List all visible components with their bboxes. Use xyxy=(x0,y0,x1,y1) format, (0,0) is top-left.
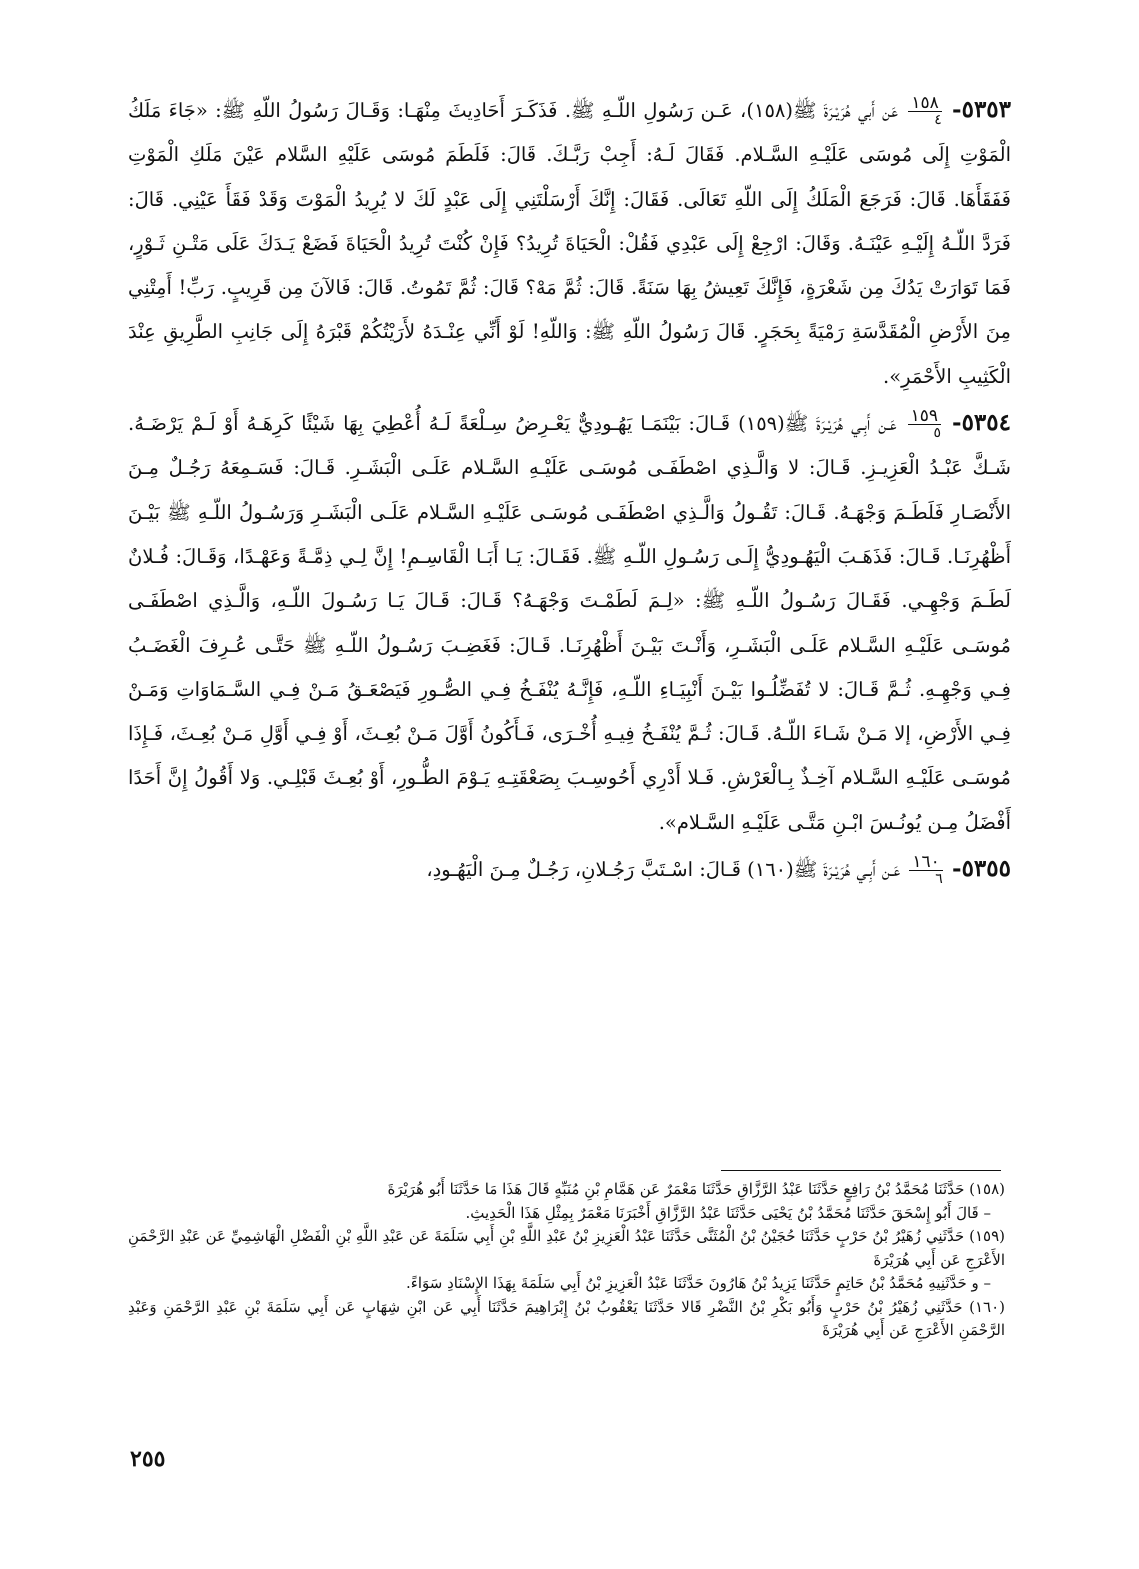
footnote-divider xyxy=(721,1170,1001,1171)
hadith-fraction xyxy=(908,408,941,441)
footnote-158: (١٥٨) حَدَّثَنَا مُحَمَّدُ بْنُ رَافِعٍ حَدَّثَنَا عَبْدُ الرَّزَّاقِ حَدَّثَنَا مَعْمَرٌ عَن هَمَّامِ بْنِ مُنَبِّهٍ قَالَ هَذَا مَا حَدَّثَنَا أَبُو هُرَيْرَةَ xyxy=(387,1180,1005,1198)
fraction-bottom: ٤ xyxy=(934,112,942,128)
footnote-159: (١٥٩) حَدَّثَنِي زُهَيْرُ بْنُ حَرْبٍ حَدَّثَنَا حُجَيْنُ بْنُ الْمُثَنَّى حَدَّثَنَا عَبْدُ الْعَزِيزِ بْنُ عَبْدِ اللَّهِ بْنِ أَبِي سَلَمَةَ عَن عَبْدِ اللَّهِ بْنِ الْفَضْلِ الْهَاشِمِيِّ عَن عَبْدِ الرَّحْمَنِ الأَعْرَجِ عَن أَبِي هُرَيْرَةَ xyxy=(128,1227,1005,1269)
fraction-top: ١٥٨ xyxy=(908,95,941,112)
hadith-5355 xyxy=(128,847,1011,892)
fraction-top: ١٥٩ xyxy=(908,408,941,425)
fraction-bottom: ٥ xyxy=(933,425,942,442)
footnote-159-continuation: – و حَدَّثَنِيهِ مُحَمَّدُ بْنُ حَاتِمٍ حَدَّثَنَا يَزِيدُ بْنُ هَارُونَ حَدَّثَنَا عَبْدُ الْعَزِيزِ بْنُ أَبِي سَلَمَةَ بِهَذَا الإِسْنَادِ سَوَاءً. xyxy=(406,1274,991,1292)
hadith-5354 xyxy=(128,401,1011,845)
footnotes xyxy=(128,1178,1005,1343)
hadith-5353 xyxy=(128,88,1011,399)
main-text xyxy=(128,88,1011,892)
footnote-160: (١٦٠) حَدَّثَنِي زُهَيْرُ بْنُ حَرْبٍ وَأَبُو بَكْرِ بْنُ النَّضْرِ قَالا حَدَّثَنَا يَعْقُوبُ بْنُ إِبْرَاهِيمَ حَدَّثَنَا أَبِي عَن ابْنِ شِهَابٍ عَن أَبِي سَلَمَةَ بْنِ عَبْدِ الرَّحْمَنِ وَعَبْدِ الرَّحْمَنِ الأَعْرَجِ عَن أَبِي هُرَيْرَةَ xyxy=(128,1297,1005,1339)
hadith-text: عَن أَبي هُرَيْـرَةَ ﷺ(١٥٨)، عَـن رَسُولِ اللّـهِ ﷺ. فَذَكَـرَ أَحَادِيثَ مِنْهَـا: وَقَـالَ رَسُولُ اللّهِ ﷺ: «جَاءَ مَلَكُ الْمَوْتِ إِلَى مُوسَى عَلَيْـهِ السَّـلام. فَقَالَ لَـهُ: أَجِبْ رَبَّـكَ. قَالَ: فَلَطَمَ مُوسَى عَلَيْهِ السَّلام عَيْنَ مَلَكِ الْمَوْتِ فَفَقَأَهَا. قَالَ: فَرَجَعَ الْمَلَكُ إِلَى اللّهِ تَعَالَى. فَقَالَ: إِنَّكَ أَرْسَلْتَنِي إِلَى عَبْدٍ لَكَ لا يُرِيدُ الْمَوْتَ وَقَدْ فَقَأَ عَيْنِي. قَالَ: فَرَدَّ اللّـهُ إِلَيْـهِ عَيْنَـهُ. وَقَالَ: ارْجِعْ إِلَى عَبْدِي فَقُلْ: الْحَيَاةَ تُرِيدُ؟ فَإِنْ كُنْتَ تُرِيدُ الْحَيَاةَ فَضَعْ يَـدَكَ عَلَى مَتْـنِ ثَـوْرٍ، فَمَا تَوَارَتْ يَدُكَ مِن شَعْرَةٍ، فَإِنَّكَ تَعِيشُ بِهَا سَنَةً. قَالَ: ثُمَّ مَهْ؟ قَالَ: ثُمَّ تَمُوتُ. قَالَ: فَالآنَ مِن قَرِيبٍ. رَبِّ! أَمِتْنِي مِنَ الأَرْضِ الْمُقَدَّسَةِ رَمْيَةً بِحَجَرٍ. قَالَ رَسُولُ اللّهِ ﷺ: وَاللّهِ! لَوْ أَنِّي عِنْـدَهُ لأَرَيْتُكُمْ قَبْرَهُ إِلَى جَانِبِ الطَّرِيقِ عِنْدَ الْكَثِيبِ الأَحْمَرِ». xyxy=(128,99,1011,388)
fraction-top: ١٦٠ xyxy=(909,854,942,871)
fraction-bottom: ٦ xyxy=(935,871,943,888)
hadith-text: عَـن أَبِـي هُرَيْـرَةَ ﷺ(١٦٠) قَـالَ: اسْـتَبَّ رَجُـلانِ، رَجُـلٌ مِـنَ الْيَهُـودِ، xyxy=(426,858,901,882)
footnote-158-continuation: – قَالَ أَبُو إِسْحَقَ حَدَّثَنَا مُحَمَّدُ بْنُ يَحْيَى حَدَّثَنَا عَبْدُ الرَّزَّاقِ أَخْبَرَنَا مَعْمَرٌ بِمِثْلِ هَذَا الْحَدِيثِ. xyxy=(465,1203,991,1222)
hadith-fraction xyxy=(908,95,941,128)
hadith-fraction xyxy=(909,854,942,887)
hadith-number: ٥٣٥٣- xyxy=(952,96,1012,123)
hadith-number: ٥٣٥٤- xyxy=(952,409,1011,437)
hadith-text: عَـن أَبِـي هُرَيْـرَةَ ﷺ(١٥٩) قَـالَ: بَيْنَمَـا يَهُـودِيٌّ يَعْـرِضُ سِـلْعَةً لَـهُ أُعْطِيَ بِهَا شَيْئًا كَرِهَـهُ أَوْ لَـمْ يَرْضَـهُ. شَـكَّ عَبْـدُ الْعَزِيـزِ. قَـالَ: لا وَالَّـذِي اصْطَفَـى مُوسَـى عَلَيْـهِ السَّـلام عَلَـى الْبَشَـرِ. قَـالَ: فَسَـمِعَهُ رَجُـلٌ مِـنَ الأَنْصَـارِ فَلَطَـمَ وَجْهَـهُ. قَـالَ: تَقُـولُ وَالَّـذِي اصْطَفَـى مُوسَـى عَلَيْـهِ السَّـلام عَلَـى الْبَشَـرِ وَرَسُـولُ اللّـهِ ﷺ بَيْـنَ أَظْهُرِنَـا. قَـالَ: فَذَهَـبَ الْيَهُـودِيُّ إِلَـى رَسُـولِ اللّـهِ ﷺ. فَقَـالَ: يَـا أَبَـا الْقَاسِـمِ! إِنَّ لِـي ذِمَّـةً وَعَهْـدًا، وَقَـالَ: فُـلانٌ لَطَـمَ وَجْهِـي. فَقَـالَ رَسُـولُ اللّـهِ ﷺ: «لِـمَ لَطَمْـتَ وَجْهَـهُ؟ قَـالَ: قَـالَ يَـا رَسُـولَ اللّـهِ، وَالَّـذِي اصْطَفَـى مُوسَـى عَلَيْـهِ السَّـلام عَلَـى الْبَشَـرِ، وَأَنْـتَ بَيْـنَ أَظْهُرِنَـا. قَـالَ: فَغَضِـبَ رَسُـولُ اللّـهِ ﷺ حَتَّـى عُـرِفَ الْغَضَـبُ فِـي وَجْهِـهِ. ثُـمَّ قَـالَ: لا تُفَضِّلُـوا بَيْـنَ أَنْبِيَـاءِ اللّـهِ، فَإِنَّـهُ يُنْفَـخُ فِـي الصُّـورِ فَيَصْعَـقُ مَـنْ فِـي السَّـمَاوَاتِ وَمَـنْ فِـي الأَرْضِ، إلا مَـنْ شَـاءَ اللّـهُ. قَـالَ: ثُـمَّ يُنْفَـخُ فِيـهِ أُخْـرَى، فَـأَكُونُ أَوَّلَ مَـنْ بُعِـثَ، أَوْ فِـي أَوَّلِ مَـنْ بُعِـثَ، فَـإِذَا مُوسَـى عَلَيْـهِ السَّـلام آخِـذٌ بِـالْعَرْشِ. فَـلا أَدْرِي أَحُوسِـبَ بِصَعْقَتِـهِ يَـوْمَ الطُّـورِ، أَوْ بُعِـثَ قَبْلِـي. وَلا أَقُولُ إِنَّ أَحَدًا أَفْضَلُ مِـن يُونُـسَ ابْـنِ مَتَّـى عَلَيْـهِ السَّـلام». xyxy=(128,412,1011,834)
page-number: ٢٥٥ xyxy=(130,1446,166,1472)
hadith-number: ٥٣٥٥- xyxy=(952,855,1011,883)
